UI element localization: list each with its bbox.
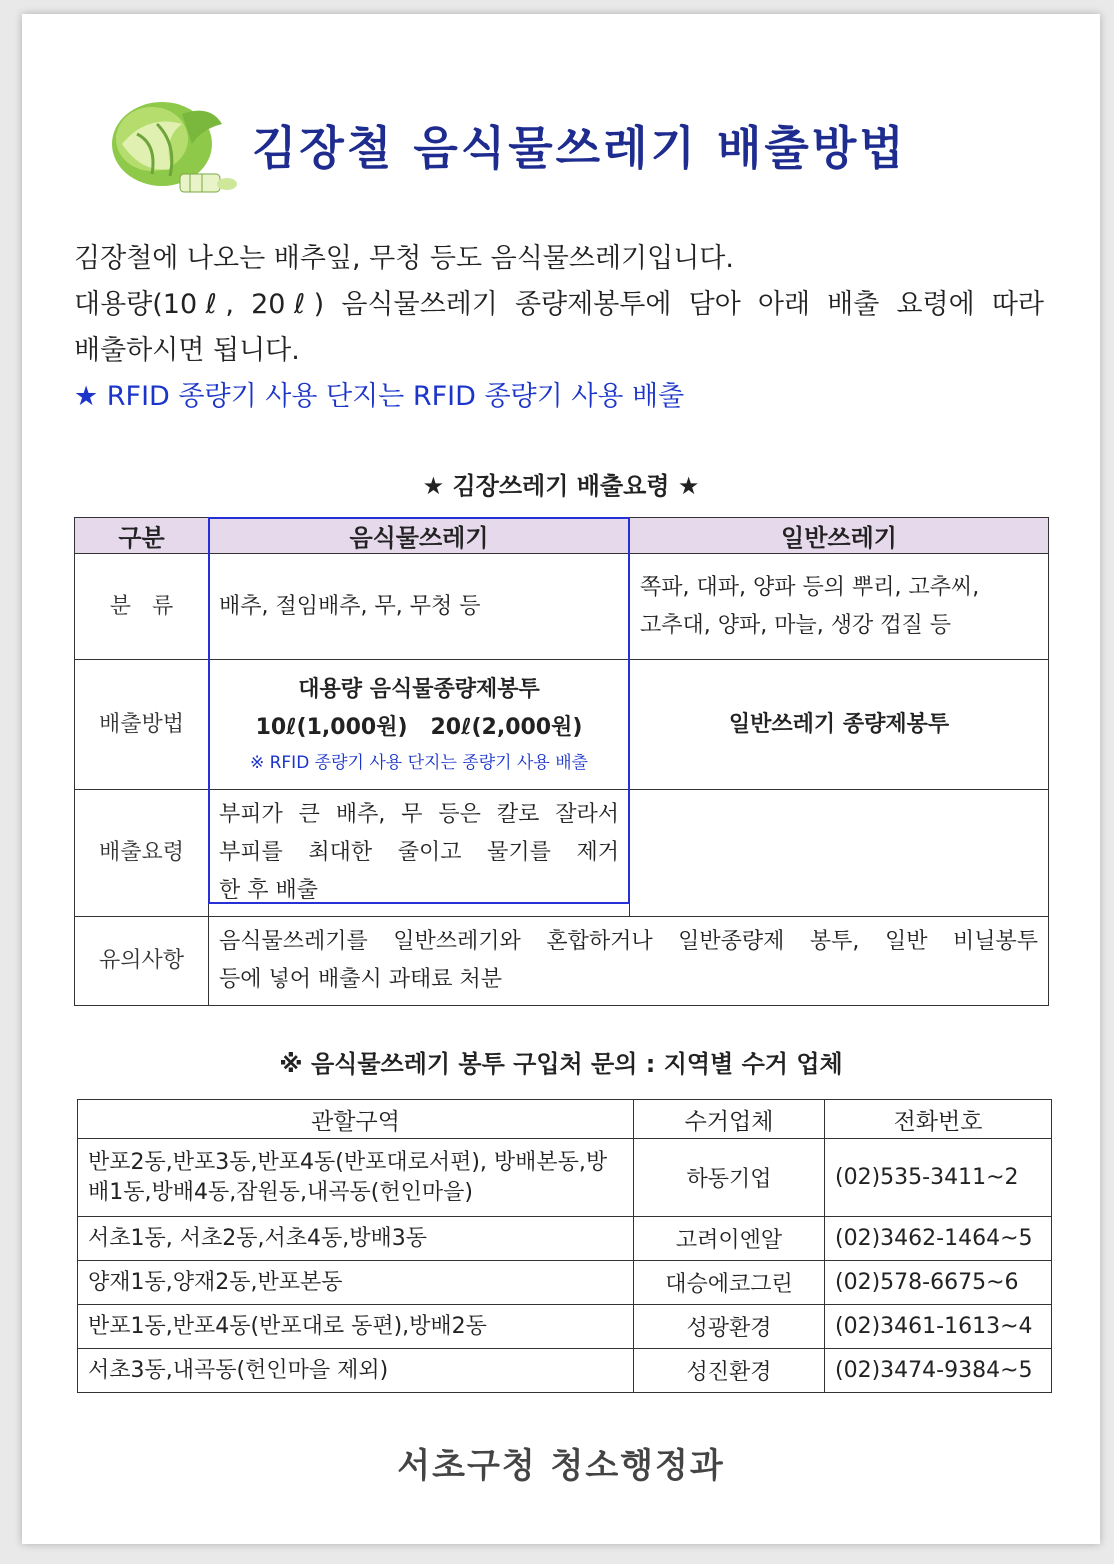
caution-text: [209, 917, 1049, 1006]
general-category: [630, 554, 1049, 660]
food-category: 배추, 절임배추, 무, 무청 등: [209, 554, 630, 660]
table-row: [78, 1261, 1052, 1305]
general-method: 일반쓰레기 종량제봉투: [630, 660, 1049, 790]
row-category: [75, 554, 1049, 660]
table-row: [78, 1305, 1052, 1349]
vendor-area: 서초3동,내곡동(헌인마을 제외): [78, 1349, 634, 1393]
vendor-area: 서초1동, 서초2동,서초4동,방배3동: [78, 1217, 634, 1261]
table-row: [78, 1139, 1052, 1217]
rfid-note: ★ RFID 종량기 사용 단지는 RFID 종량기 사용 배출: [74, 381, 685, 412]
general-category-line2: 고추대, 양파, 마늘, 생강 껍질 등: [640, 612, 951, 638]
section2-title: ※ 음식물쓰레기 봉투 구입처 문의 : 지역별 수거 업체: [279, 1050, 843, 1078]
vendor-company: 성진환경: [634, 1349, 825, 1393]
row-method: [75, 660, 1049, 790]
vendor-header-row: [78, 1100, 1052, 1139]
vendor-phone: (02)578-6675~6: [825, 1261, 1052, 1305]
vendor-company: 고려이엔알: [634, 1217, 825, 1261]
table-row: [78, 1217, 1052, 1261]
food-guide-line2: 부피를 최대한 줄이고 물기를 제거: [219, 840, 619, 865]
label-guide: 배출요령: [75, 790, 209, 917]
footer-department: 서초구청 청소행정과: [397, 1446, 725, 1486]
label-method: 배출방법: [75, 660, 209, 790]
header-company: 수거업체: [634, 1100, 825, 1139]
header-area: 관할구역: [78, 1100, 634, 1139]
vendor-table: [77, 1099, 1052, 1393]
vendor-phone: (02)3474-9384~5: [825, 1349, 1052, 1393]
caution-line1: 음식물쓰레기를 일반쓰레기와 혼합하거나 일반종량제 봉투, 일반 비닐봉투: [219, 929, 1038, 954]
section1-title: ★ 김장쓰레기 배출요령 ★: [422, 472, 700, 500]
vendor-phone: (02)3461-1613~4: [825, 1305, 1052, 1349]
food-method: [209, 660, 630, 790]
food-guide-line3: 한 후 배출: [219, 878, 318, 903]
vendor-area: 반포1동,반포4동(반포대로 동편),방배2동: [78, 1305, 634, 1349]
vendor-area: 반포2동,반포3동,반포4동(반포대로서편), 방배본동,방배1동,방배4동,잠원동,내곡동(헌인마을): [78, 1139, 634, 1217]
cabbage-icon: [92, 84, 242, 204]
vendor-company: 대승에코그린: [634, 1261, 825, 1305]
vendor-area: 양재1동,양재2동,반포본동: [78, 1261, 634, 1305]
caution-line2: 등에 넣어 배출시 과태료 처분: [219, 967, 502, 992]
food-method-line2: 10ℓ(1,000원) 20ℓ(2,000원): [255, 714, 583, 740]
row-guide: [75, 790, 1049, 917]
food-guide: [209, 790, 630, 917]
intro-line-3: 배출하시면 됩니다.: [74, 335, 300, 366]
general-guide: [630, 790, 1049, 917]
vendor-phone: (02)535-3411~2: [825, 1139, 1052, 1217]
intro-text: [74, 236, 1044, 420]
vendor-company: 성광환경: [634, 1305, 825, 1349]
header-phone: 전화번호: [825, 1100, 1052, 1139]
intro-line-2: 대용량(10ℓ, 20ℓ) 음식물쓰레기 종량제봉투에 담아 아래 배출 요령에 따라: [74, 289, 1044, 320]
guide-header-row: [75, 518, 1049, 554]
header-food: 음식물쓰레기: [209, 518, 630, 554]
general-category-line1: 쪽파, 대파, 양파 등의 뿌리, 고추씨,: [640, 574, 980, 600]
row-caution: [75, 917, 1049, 1006]
food-method-note: ※ RFID 종량기 사용 단지는 종량기 사용 배출: [249, 752, 589, 773]
document-page: [22, 14, 1100, 1544]
food-guide-line1: 부피가 큰 배추, 무 등은 칼로 잘라서: [219, 802, 619, 827]
label-caution: 유의사항: [75, 917, 209, 1006]
guide-table: [74, 517, 1049, 1006]
food-method-line1: 대용량 음식물종량제봉투: [298, 676, 540, 702]
header-category: 구분: [75, 518, 209, 554]
intro-line-1: 김장철에 나오는 배추잎, 무청 등도 음식물쓰레기입니다.: [74, 243, 734, 274]
table-row: [78, 1349, 1052, 1393]
page-title: 김장철 음식물쓰레기 배출방법: [252, 121, 907, 175]
vendor-phone: (02)3462-1464~5: [825, 1217, 1052, 1261]
label-category: 분 류: [75, 554, 209, 660]
header-general: 일반쓰레기: [630, 518, 1049, 554]
title-row: [92, 84, 992, 214]
vendor-company: 하동기업: [634, 1139, 825, 1217]
